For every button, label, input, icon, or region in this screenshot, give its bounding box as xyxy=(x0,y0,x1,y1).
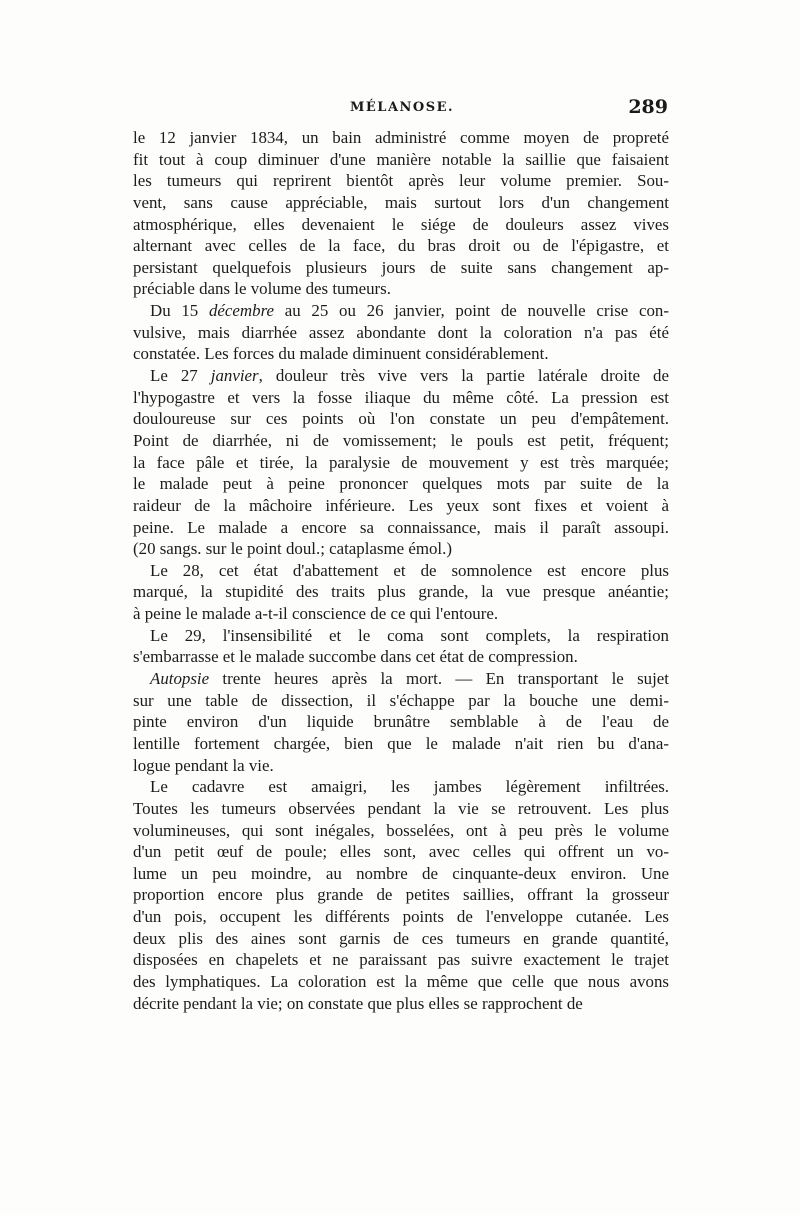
text-line: deux plis des aines sont garnis de ces tumeurs en grande quantité, xyxy=(133,928,669,948)
text-line: marqué, la stupidité des traits plus grande, la vue presque anéantie; xyxy=(133,582,669,602)
text-line: lentille fortement chargée, bien que le malade n'ait rien bu d'ana- xyxy=(133,733,669,753)
text-line: le 12 janvier 1834, un bain administré comme moyen de propreté xyxy=(133,128,669,147)
text-line: à peine le malade a-t-il conscience de ce qui l'entoure. xyxy=(133,604,499,624)
text-line: disposées en chapelets et ne paraissant pas suivre exactement le trajet xyxy=(133,950,669,970)
text-line: l'hypogastre et vers la fosse iliaque du même côté. La pression est xyxy=(133,387,669,407)
body-text xyxy=(133,127,669,1014)
text-line: atmosphérique, elles devenaient le siége de douleurs assez vives xyxy=(133,214,669,234)
text-line xyxy=(133,365,669,387)
text-line xyxy=(133,300,669,322)
text-line: préciable dans le volume des tumeurs. xyxy=(133,279,391,299)
text-line: volumineuses, qui sont inégales, bosselées, ont à peu près le volume xyxy=(133,820,669,840)
page-number: 289 xyxy=(628,96,668,118)
text-line: Le cadavre est amaigri, les jambes légèrement infiltrées. xyxy=(150,777,669,797)
paragraph xyxy=(133,300,669,365)
text-line: douloureuse sur ces points où l'on constate un peu d'empâtement. xyxy=(133,409,669,429)
text-line: fit tout à coup diminuer d'une manière notable la saillie que faisaient xyxy=(133,149,669,169)
line-segment: au 25 ou 26 janvier, point de nouvelle crise con- xyxy=(274,301,669,321)
page-header xyxy=(132,96,670,122)
text-line: persistant quelquefois plusieurs jours de suite sans changement ap- xyxy=(133,257,669,277)
text-line: proportion encore plus grande de petites saillies, offrant la grosseur xyxy=(133,885,669,905)
paragraph xyxy=(133,365,669,560)
text-line: vent, sans cause appréciable, mais surtout lors d'un changement xyxy=(133,192,669,212)
text-line: lume un peu moindre, au nombre de cinquante-deux environ. Une xyxy=(133,863,669,883)
text-line: Le 29, l'insensibilité et le coma sont complets, la respiration xyxy=(150,625,669,645)
text-line: sur une table de dissection, il s'échappe par la bouche une demi- xyxy=(133,690,669,710)
text-line: constatée. Les forces du malade diminuent considérablement. xyxy=(133,344,549,364)
text-line: les tumeurs qui reprirent bientôt après leur volume premier. Sou- xyxy=(133,171,669,191)
line-segment: Le 27 xyxy=(150,366,211,386)
text-line: Point de diarrhée, ni de vomissement; le pouls est petit, fréquent; xyxy=(133,430,669,450)
line-segment: Du 15 xyxy=(150,301,209,321)
text-line: (20 sangs. sur le point doul.; cataplasme émol.) xyxy=(133,539,452,559)
text-line: pinte environ d'un liquide brunâtre semblable à de l'eau de xyxy=(133,712,669,732)
text-line: s'embarrasse et le malade succombe dans cet état de compression. xyxy=(133,647,578,667)
italic-term: décembre xyxy=(208,301,275,321)
text-line: logue pendant la vie. xyxy=(133,755,274,775)
text-line: d'un petit œuf de poule; elles sont, avec celles qui offrent un vo- xyxy=(133,842,669,862)
paragraph xyxy=(133,668,669,776)
line-segment: , douleur très vive vers la partie latérale droite de xyxy=(258,366,669,386)
running-head: MÉLANOSE. xyxy=(350,100,455,115)
paragraph xyxy=(133,560,669,625)
text-line: décrite pendant la vie; on constate que plus elles se rapprochent de xyxy=(133,993,583,1013)
italic-term: Autopsie xyxy=(150,669,210,689)
text-line: peine. Le malade a encore sa connaissance, mais il paraît assoupi. xyxy=(133,517,669,537)
text-line: Le 28, cet état d'abattement et de somnolence est encore plus xyxy=(150,560,669,580)
paragraph xyxy=(133,776,669,1014)
paragraph xyxy=(133,625,669,668)
text-line xyxy=(133,668,669,690)
text-line: la face pâle et tirée, la paralysie de mouvement y est très marquée; xyxy=(133,452,669,472)
text-line: alternant avec celles de la face, du bras droit ou de l'épigastre, et xyxy=(133,236,669,256)
line-segment: trente heures après la mort. — En transportant le sujet xyxy=(209,669,669,689)
text-line: le malade peut à peine prononcer quelques mots par suite de la xyxy=(133,474,669,494)
italic-term: janvier xyxy=(210,366,259,386)
paragraph xyxy=(133,127,669,300)
text-line: Toutes les tumeurs observées pendant la vie se retrouvent. Les plus xyxy=(133,798,669,818)
text-line: vulsive, mais diarrhée assez abondante dont la coloration n'a pas été xyxy=(133,322,669,342)
text-line: raideur de la mâchoire inférieure. Les yeux sont fixes et voient à xyxy=(133,495,669,515)
text-line: des lymphatiques. La coloration est la même que celle que nous avons xyxy=(133,971,669,991)
text-line: d'un pois, occupent les différents points de l'enveloppe cutanée. Les xyxy=(133,907,669,927)
